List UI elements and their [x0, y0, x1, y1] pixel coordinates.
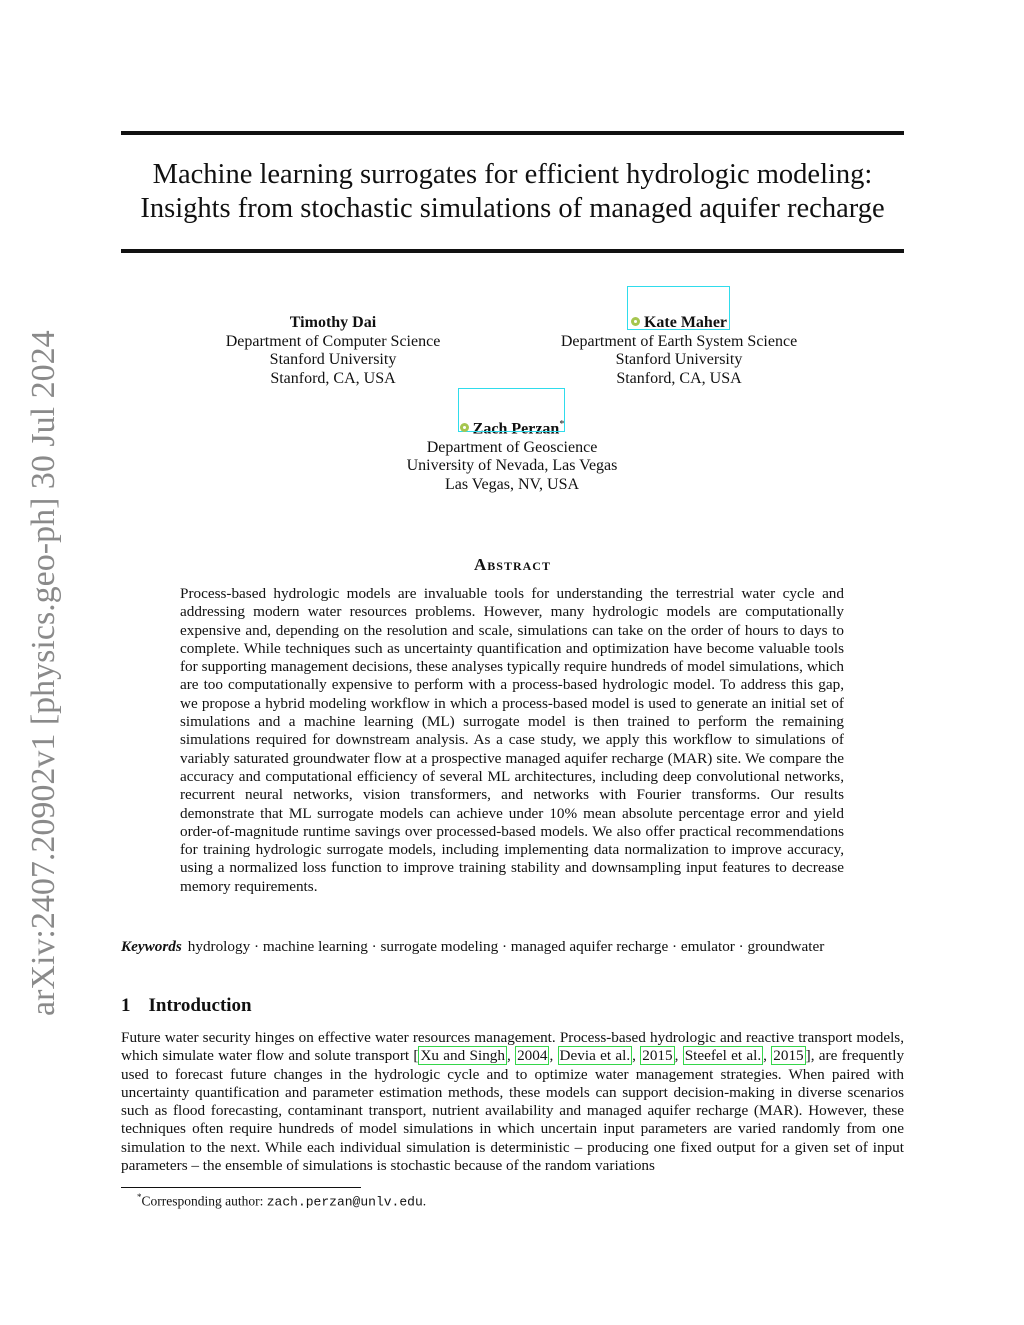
abstract-heading: Abstract	[474, 555, 551, 574]
keywords-label: Keywords	[121, 938, 182, 955]
intro-text: ,	[549, 1047, 558, 1065]
author-name: Timothy Dai	[289, 314, 377, 331]
intro-text: ,	[506, 1047, 516, 1065]
section-title: Introduction	[148, 995, 252, 1016]
footnote-mark: *	[137, 1192, 142, 1202]
arxiv-identifier: arXiv:2407.20902v1 [physics.geo-ph] 30 Jul 2024	[25, 330, 62, 1016]
orcid-icon[interactable]	[460, 423, 469, 432]
author-name[interactable]: Zach Perzan	[472, 420, 560, 438]
author-block-maher	[519, 314, 839, 388]
author-institution: University of Nevada, Las Vegas	[406, 457, 618, 475]
footnote	[137, 1192, 426, 1210]
section-number: 1	[121, 995, 131, 1016]
intro-text: ,	[632, 1047, 641, 1065]
citation-link[interactable]: Devia et al.	[559, 1047, 631, 1065]
intro-text: ,	[763, 1047, 772, 1065]
footnote-end: .	[422, 1193, 427, 1209]
title-line-2: Insights from stochastic simulations of managed aquifer recharge	[140, 193, 885, 224]
author-institution: Stanford University	[269, 351, 397, 368]
intro-text: ,	[674, 1047, 683, 1065]
footnote-text: Corresponding author:	[141, 1193, 267, 1209]
author-department: Department of Earth System Science	[560, 332, 798, 350]
title-rule-top	[121, 131, 904, 135]
intro-text: ], are frequently used to forecast future changes in the hydrologic cycle and to optimize water management strategies. When paired with uncertainty quantification and parameter estimation methods, these models can support decision-making in diverse scenarios such as flood forecasting, contaminant transport, nutrient availability and managed aquifer recharge (MAR). However, these techniques often require hundreds of model simulations in which uncertain input parameters are varied randomly from one simulation to the next. While each individual simulation is deterministic – producing one fixed output for a given set of input parameters – the ensemble of simulations is stochastic because of the random variations	[121, 1047, 905, 1175]
author-location: Stanford, CA, USA	[270, 369, 396, 387]
author-department: Department of Computer Science	[225, 332, 441, 350]
author-email[interactable]: zach.perzan@unlv.edu	[266, 1194, 423, 1210]
keywords	[121, 938, 904, 956]
footnote-rule	[121, 1187, 361, 1188]
citation-link[interactable]: Steefel et al.	[684, 1047, 762, 1065]
citation-link[interactable]: 2015	[642, 1047, 673, 1065]
keywords-text: hydrology · machine learning · surrogate modeling · managed aquifer recharge · emulator · groundwater	[187, 938, 825, 955]
section-heading-introduction	[121, 995, 252, 1017]
footnote-marker[interactable]: *	[559, 419, 565, 430]
author-department: Department of Geoscience	[426, 438, 598, 456]
title-rule-bottom	[121, 249, 904, 253]
author-location: Las Vegas, NV, USA	[444, 475, 580, 493]
orcid-link-box[interactable]	[458, 388, 565, 432]
introduction-paragraph	[121, 1029, 904, 1175]
author-block-dai	[173, 314, 493, 388]
orcid-link-box[interactable]	[627, 286, 730, 330]
author-institution: Stanford University	[615, 351, 743, 368]
author-name[interactable]: Kate Maher	[643, 314, 728, 331]
title-line-1: Machine learning surrogates for efficient hydrologic modeling:	[152, 159, 873, 190]
citation-link[interactable]: Xu and Singh	[420, 1047, 505, 1065]
author-location: Stanford, CA, USA	[616, 369, 742, 387]
author-block-perzan	[352, 416, 672, 494]
citation-link[interactable]: 2004	[517, 1047, 548, 1065]
orcid-icon[interactable]	[631, 317, 640, 326]
paper-title	[121, 158, 904, 226]
intro-text: Future water security hinges on effective water resources management. Process-based hydrologic and reactive transport models, which simulate water flow and solute transport [	[121, 1029, 904, 1065]
abstract-text: Process-based hydrologic models are invaluable tools for understanding the terrestrial water cycle and addressing modern water resources problems. However, many hydrologic models are computationally expensive and, depending on the resolution and scale, simulations can take on the order of hours to days to complete. While techniques such as uncertainty quantification and optimization have become valuable tools for supporting management decisions, these analyses typically require hundreds of model simulations, which are too computationally expensive to perform with a process-based hydrologic model. To address this gap, we propose a hybrid modeling workflow in which a process-based model is used to generate an initial set of simulations and a machine learning (ML) surrogate model is then trained to perform the remaining simulations required for downstream analysis. As a case study, we apply this workflow to simulations of variably saturated groundwater flow at a prospective managed aquifer recharge (MAR) site. We compare the accuracy and computational efficiency of several ML architectures, including deep convolutional networks, recurrent neural networks, vision transformers, and networks with Fourier transforms. Our results demonstrate that ML surrogate models can achieve under 10% mean absolute percentage error and yield order-of-magnitude runtime savings over processed-based models. We also offer practical recommendations for training hydrologic surrogate models, including implementing data normalization to improve accuracy, using a normalized loss function to improve training stability and downsampling input features to decrease memory requirements.	[180, 585, 844, 895]
citation-link[interactable]: 2015	[773, 1047, 804, 1065]
